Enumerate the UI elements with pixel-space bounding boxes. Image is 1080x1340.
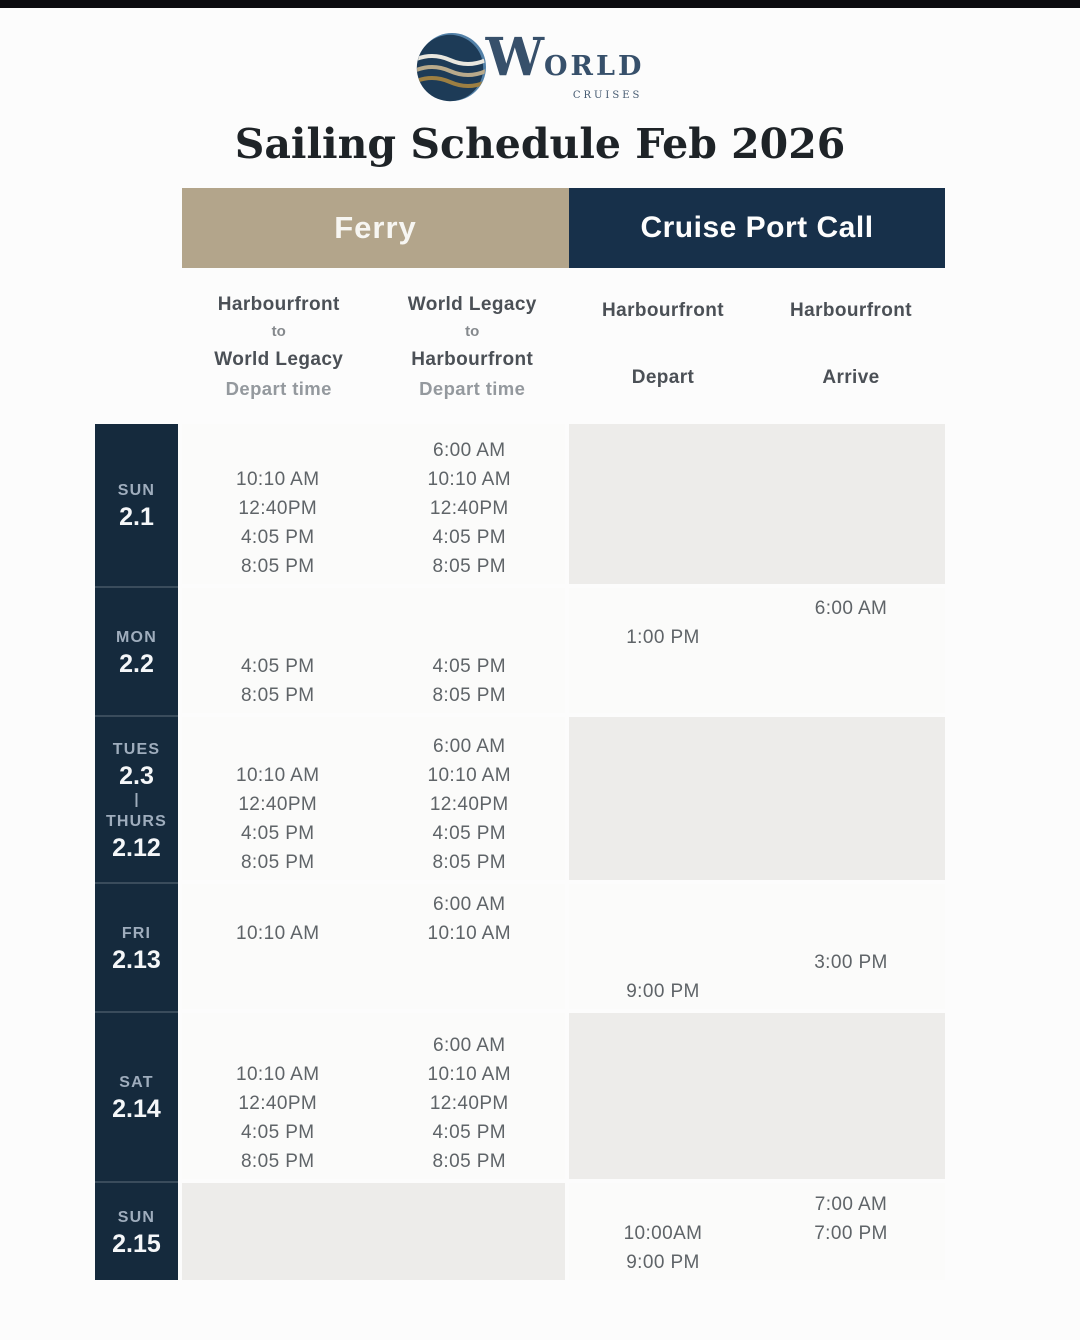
time-entry: 4:05 PM <box>432 656 507 677</box>
time-entry: 10:10 AM <box>236 923 320 944</box>
time-entry: 10:00AM <box>623 1223 703 1244</box>
time-entry: 7:00 PM <box>814 1223 888 1244</box>
brand-initial: W <box>485 26 545 88</box>
column-header-harbourfront-to-world-legacy: Harbourfront to World Legacy Depart time <box>214 294 344 399</box>
schedule-row <box>182 717 945 880</box>
time-entry: 4:05 PM <box>432 823 507 844</box>
cruise-depart-cell <box>569 588 757 713</box>
time-entry: 4:05 PM <box>432 1122 507 1143</box>
time-entry: 8:05 PM <box>240 685 315 706</box>
ferry-zone <box>182 588 565 713</box>
time-entry: 12:40PM <box>429 794 509 815</box>
time-entry: 6:00 AM <box>432 1035 506 1056</box>
day-date: 2.14 <box>112 1095 161 1123</box>
ferry-return-cell <box>374 1183 566 1280</box>
day-date: 2.1 <box>119 503 154 531</box>
time-entry: 9:00 PM <box>626 1252 700 1273</box>
cruise-zone <box>569 884 945 1009</box>
column-header-cruise-depart: Harbourfront Depart <box>602 300 724 388</box>
time-entry: 8:05 PM <box>240 556 315 577</box>
ferry-return-cell <box>374 424 566 584</box>
schedule-body <box>95 424 945 1280</box>
day-label <box>95 1183 178 1280</box>
day-label <box>95 884 178 1013</box>
day-name: SUN <box>117 1208 156 1226</box>
ferry-depart-cell <box>182 884 374 1009</box>
time-entry: 4:05 PM <box>240 823 315 844</box>
day-name: SAT <box>119 1074 154 1091</box>
cruise-arrive-cell <box>757 717 945 880</box>
ferry-return-cell <box>374 1013 566 1179</box>
cruise-zone <box>569 1183 945 1280</box>
day-date: 2.15 <box>112 1229 161 1258</box>
ferry-zone <box>182 717 565 880</box>
day-name: TUES <box>112 740 161 758</box>
time-entry: 10:10 AM <box>427 469 511 490</box>
day-date: 2.2 <box>119 649 154 678</box>
column-header-world-legacy-to-harbourfront: World Legacy to Harbourfront Depart time <box>407 294 537 399</box>
ferry-depart-cell <box>182 424 374 584</box>
cruise-arrive-cell <box>757 424 945 584</box>
time-entry: 4:05 PM <box>432 527 507 548</box>
ferry-group-header: Ferry <box>182 188 569 268</box>
time-entry: 12:40PM <box>238 1093 318 1114</box>
day-name: THURS <box>105 812 168 830</box>
schedule-row <box>182 1013 945 1179</box>
time-entry: 4:05 PM <box>240 527 315 548</box>
ferry-return-cell <box>374 717 566 880</box>
cruise-zone <box>569 588 945 713</box>
time-entry: 3:00 PM <box>814 952 888 973</box>
cruise-depart-cell <box>569 717 757 880</box>
cruise-zone <box>569 717 945 880</box>
schedule-row <box>182 1183 945 1280</box>
time-entry: 8:05 PM <box>240 852 315 873</box>
day-date: 2.3 <box>119 761 154 790</box>
time-entry: 12:40PM <box>429 1093 509 1114</box>
day-name: MON <box>116 628 157 646</box>
day-label <box>95 1013 178 1183</box>
time-entry: 12:40PM <box>238 794 318 815</box>
time-entry: 6:00 AM <box>432 440 506 461</box>
time-entry: 6:00 AM <box>432 736 506 757</box>
ferry-depart-cell <box>182 1183 374 1280</box>
time-entry: 1:00 PM <box>626 627 700 648</box>
time-entry: 10:10 AM <box>236 469 320 490</box>
ferry-zone <box>182 424 565 584</box>
group-header-row <box>182 188 945 268</box>
time-entry: 7:00 AM <box>814 1194 888 1215</box>
day-name: FRI <box>121 924 152 942</box>
time-entry: 10:10 AM <box>427 923 511 944</box>
column-header-cruise-arrive: Harbourfront Arrive <box>790 300 912 388</box>
world-cruises-globe-icon <box>412 28 492 108</box>
time-entry: 10:10 AM <box>236 1064 320 1085</box>
time-entry: 8:05 PM <box>432 852 507 873</box>
cruise-depart-cell <box>569 884 757 1009</box>
cruise-port-call-group-header: Cruise Port Call <box>569 188 945 268</box>
cruise-arrive-cell <box>757 1013 945 1179</box>
time-entry: 8:05 PM <box>432 685 507 706</box>
time-entry: 6:00 AM <box>814 598 888 619</box>
ferry-zone <box>182 884 565 1009</box>
day-range-separator: | <box>134 790 139 808</box>
column-header-row <box>182 272 945 420</box>
logo-wordmark <box>485 26 645 101</box>
time-entry: 6:00 AM <box>432 894 506 915</box>
day-column <box>95 424 178 1280</box>
ferry-return-cell <box>374 588 566 713</box>
schedule-table <box>95 188 945 1280</box>
day-label <box>95 588 178 717</box>
time-entry: 8:05 PM <box>240 1151 315 1172</box>
day-name: SUN <box>117 482 156 499</box>
ferry-depart-cell <box>182 588 374 713</box>
ferry-return-cell <box>374 884 566 1009</box>
time-entry: 4:05 PM <box>240 1122 315 1143</box>
ferry-zone <box>182 1183 565 1280</box>
brand-rest: ORLD <box>544 50 645 82</box>
cruise-arrive-cell <box>757 1183 945 1280</box>
schedule-row <box>182 884 945 1009</box>
time-entry: 8:05 PM <box>432 1151 507 1172</box>
cruise-arrive-cell <box>757 588 945 713</box>
cruise-depart-cell <box>569 1183 757 1280</box>
time-entry: 4:05 PM <box>240 656 315 677</box>
time-rows <box>182 424 945 1280</box>
day-date: 2.13 <box>112 945 161 974</box>
page-title: Sailing Schedule Feb 2026 <box>234 120 846 168</box>
cruise-zone <box>569 424 945 584</box>
cruise-arrive-cell <box>757 884 945 1009</box>
day-label <box>95 424 178 588</box>
time-entry: 9:00 PM <box>626 981 700 1002</box>
ferry-depart-cell <box>182 717 374 880</box>
cruise-depart-cell <box>569 424 757 584</box>
time-entry: 8:05 PM <box>432 556 507 577</box>
time-entry: 12:40PM <box>429 498 509 519</box>
logo <box>0 28 1080 108</box>
ferry-depart-cell <box>182 1013 374 1179</box>
schedule-row <box>182 588 945 713</box>
ferry-zone <box>182 1013 565 1179</box>
cruise-zone <box>569 1013 945 1179</box>
cruise-depart-cell <box>569 1013 757 1179</box>
top-edge-bar <box>0 0 1080 8</box>
time-entry: 10:10 AM <box>427 1064 511 1085</box>
day-label <box>95 717 178 884</box>
day-date: 2.12 <box>112 833 161 862</box>
schedule-row <box>182 424 945 584</box>
time-entry: 12:40PM <box>238 498 318 519</box>
brand-subtitle: CRUISES <box>572 89 643 101</box>
time-entry: 10:10 AM <box>427 765 511 786</box>
time-entry: 10:10 AM <box>236 765 320 786</box>
